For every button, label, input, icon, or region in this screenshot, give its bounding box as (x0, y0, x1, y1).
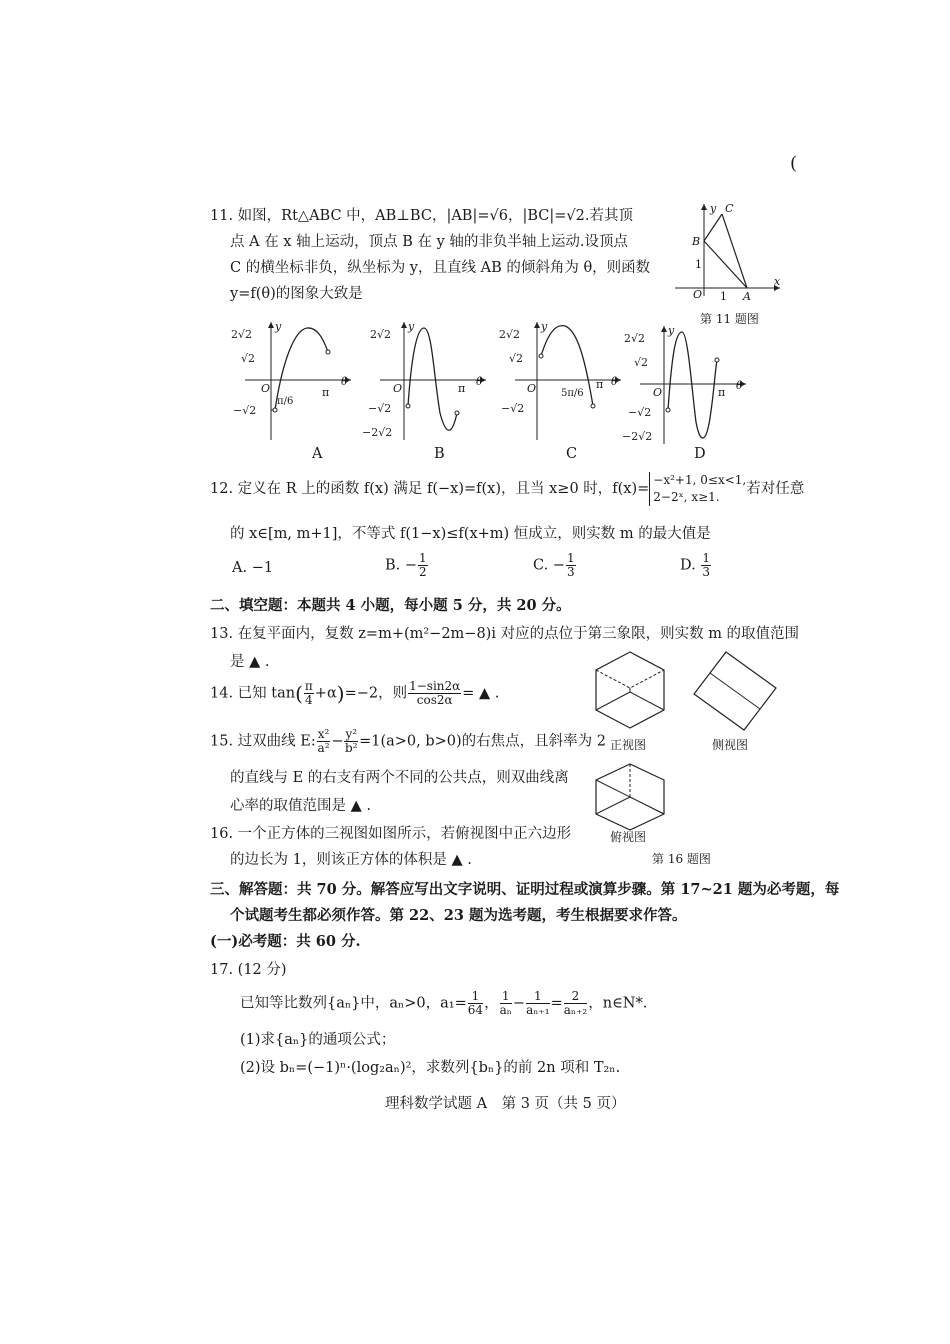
q15-minus: − (331, 733, 344, 750)
graph-b-curve (408, 328, 457, 430)
q12-option-c-sign: − (552, 557, 565, 574)
graph-d-option: D (694, 446, 706, 462)
graph-d-y-mid: √2 (634, 356, 649, 369)
graph-d-y-neg2: −2√2 (622, 430, 653, 443)
graph-c-y-neg: −√2 (501, 402, 525, 415)
graph-c-end-point (591, 404, 595, 408)
q14-pi-den: 4 (305, 693, 313, 707)
q12-line-2: 的 x∈[m, m+1]，不等式 f(1−x)≤f(x+m) 恒成立，则实数 m 的最大值是 (230, 526, 711, 542)
fig-label-x: x (774, 275, 781, 288)
q16-figure-caption: 第 16 题图 (652, 852, 711, 866)
q14-line (210, 680, 499, 707)
q17-a1-frac (468, 990, 483, 1017)
q17-f3-den: aₙ₊₂ (563, 1003, 588, 1017)
q17-stem-pre: 已知等比数列{aₙ}中，aₙ>0，a₁= (240, 995, 467, 1012)
q14-mid: =−2，则 (344, 685, 408, 702)
q12-option-c-den: 3 (566, 565, 575, 579)
section-3-heading-2: 个试题考生都必须作答。第 22、23 题为选考题，考生根据要求作答。 (230, 907, 687, 924)
graph-d-end-point (715, 358, 719, 362)
graph-b-x-label: π (458, 382, 466, 395)
corner-mark: ( (790, 153, 798, 174)
q15-y-num: y² (345, 727, 358, 741)
q14-frac-num: 1−sin2α (409, 679, 461, 693)
q17-eq: = (550, 995, 563, 1012)
top-view-label: 俯视图 (610, 830, 647, 844)
q12-option-a (232, 558, 273, 578)
graph-c-tick: 5π/6 (561, 388, 584, 399)
fig-label-y: y (710, 202, 717, 215)
q12-option-d (680, 552, 712, 579)
graph-b-end-point (455, 411, 459, 415)
q13-line-1: 13. 在复平面内，复数 z=m+(m²−2m−8)i 对应的点位于第三象限，则实数 m 的取值范围 (210, 626, 800, 642)
q12-option-d-frac (701, 552, 711, 579)
q14-pi-frac (304, 680, 314, 707)
q17-f3-num: 2 (564, 990, 588, 1004)
segment-bc (704, 214, 722, 241)
q12-option-a-label: A. (232, 560, 248, 576)
graph-a-axis-x: θ (341, 375, 348, 388)
graph-c-y-arrow (534, 322, 540, 328)
q15-pre: 15. 过双曲线 E: (210, 733, 316, 750)
graph-d-axis-y: y (668, 324, 675, 337)
graph-d-y-arrow (661, 326, 667, 332)
section-2-heading: 二、填空题：本题共 4 小题，每小题 5 分，共 20 分。 (210, 597, 571, 614)
front-view-figure (590, 648, 670, 734)
q12-case-2: 2−2ˣ, x≥1. (653, 490, 720, 504)
q12-option-a-value: −1 (251, 560, 274, 576)
q12-option-b-den: 2 (419, 565, 427, 579)
q12-option-d-den: 3 (702, 565, 710, 579)
q15-line-2: 的直线与 E 的右支有两个不同的公共点，则双曲线离 (230, 770, 569, 786)
graph-d-origin: O (653, 386, 663, 399)
top-view-edge-left (596, 797, 630, 814)
q15-post: =1(a>0, b>0)的右焦点，且斜率为 2 (359, 733, 606, 750)
q14-paren-open: ( (295, 681, 303, 706)
graph-d-x-label: π (718, 386, 726, 399)
graph-c-axis-x: θ (611, 375, 618, 388)
fig-label-c: C (725, 202, 734, 215)
q15-y-den: b² (345, 741, 358, 755)
q12-option-b-frac (418, 552, 428, 579)
q15-line-3: 心率的取值范围是 ▲ . (230, 798, 371, 814)
graph-d-y-top: 2√2 (624, 332, 646, 345)
graph-d-start-point (666, 408, 670, 412)
graph-a-x-label: π (322, 386, 330, 399)
q15-x-frac (317, 728, 331, 755)
q15-x-num: x² (317, 727, 330, 741)
q17-a1-num: 1 (468, 990, 483, 1004)
q17-stem-post: ，n∈N*. (588, 995, 648, 1012)
q15-x-den: a² (317, 741, 330, 755)
front-view-label: 正视图 (610, 738, 647, 752)
q17-stem (240, 990, 647, 1017)
fig-label-one-y: 1 (695, 258, 702, 271)
q12-piecewise (649, 472, 746, 506)
fig-y-arrow (701, 204, 707, 210)
graph-a-y-mid: √2 (241, 352, 256, 365)
side-view-label: 侧视图 (712, 738, 749, 752)
q11-line-1: 11. 如图，Rt△ABC 中，AB⊥BC，|AB|=√6，|BC|=√2.若其顶 (210, 208, 633, 224)
graph-b-origin: O (393, 382, 403, 395)
graph-b-axis-y: y (408, 320, 415, 333)
q11-line-2: 点 A 在 x 轴上运动，顶点 B 在 y 轴的非负半轴上运动.设顶点 (230, 234, 628, 250)
graph-a-axis-y: y (275, 320, 282, 333)
graph-c-y-top: 2√2 (499, 328, 521, 341)
q15-line-1 (210, 728, 606, 755)
q14-pi-num: π (304, 679, 313, 693)
graph-c-axis-y: y (541, 320, 548, 333)
top-view-figure (590, 760, 670, 834)
q12-line-1 (210, 472, 804, 506)
graph-b-option: B (434, 446, 445, 462)
q12-option-c (533, 552, 577, 579)
graph-b-y-top: 2√2 (370, 328, 392, 341)
fig-label-o: O (693, 288, 703, 301)
graph-a-end-point (326, 350, 330, 354)
q11-line-3: C 的横坐标非负，纵坐标为 y，且直线 AB 的倾斜角为 θ，则函数 (230, 260, 651, 276)
graph-a-y-arrow (268, 322, 274, 328)
graph-d-y-neg: −√2 (628, 406, 652, 419)
graph-d (620, 322, 750, 447)
section-3-heading-1: 三、解答题：共 70 分。解答应写出文字说明、证明过程或演算步骤。第 17~21 题为必考题，每 (210, 881, 840, 898)
q17-part-1: (1)求{aₙ}的通项公式； (240, 1032, 396, 1048)
q14-paren-close: ) (336, 681, 345, 706)
graph-d-axis-x: θ (736, 379, 743, 392)
part-1-heading: (一)必考题：共 60 分. (210, 933, 361, 950)
front-view-hidden-edges (596, 670, 664, 688)
graph-a-origin: O (261, 382, 271, 395)
q12-option-d-num: 1 (702, 551, 710, 565)
graph-b-start-point (406, 404, 410, 408)
q12-option-c-frac (566, 552, 576, 579)
q14-pre: 14. 已知 tan (210, 685, 296, 702)
q11-figure-caption: 第 11 题图 (700, 312, 759, 326)
q12-option-b-sign: − (404, 557, 418, 574)
page-footer: 理科数学试题 A 第 3 页（共 5 页） (385, 1096, 626, 1112)
graph-b-y-neg2: −2√2 (362, 426, 393, 439)
q17-f1-num: 1 (500, 990, 512, 1004)
q12-option-c-label: C. (533, 557, 549, 574)
front-view-visible-edges (596, 692, 664, 710)
graph-a-y-neg: −√2 (233, 404, 257, 417)
fig-label-one-x: 1 (720, 290, 727, 301)
q12-option-d-label: D. (680, 557, 696, 574)
segment-ca (722, 214, 747, 288)
graph-c-start-point (539, 354, 543, 358)
graph-b (360, 318, 490, 443)
q12-option-c-num: 1 (566, 551, 575, 565)
q17-a1-den: 64 (467, 1003, 484, 1017)
q17-f3-frac (564, 990, 588, 1017)
q17-f1-frac (500, 990, 512, 1017)
fig-label-a: A (743, 290, 751, 301)
q17-comma: ， (484, 995, 499, 1012)
graph-d-curve (668, 332, 717, 438)
graph-b-y-arrow (401, 322, 407, 328)
graph-b-y-neg: −√2 (368, 402, 392, 415)
graph-a (225, 318, 355, 443)
q12-line-1-pre: 12. 定义在 R 上的函数 f(x) 满足 f(−x)=f(x)，且当 x≥0 时，f(x)= (210, 481, 650, 497)
graph-c-y-mid: √2 (509, 352, 524, 365)
q16-line-2: 的边长为 1，则该正方体的体积是 ▲ . (230, 852, 472, 868)
q12-option-b (385, 552, 429, 579)
side-view-figure (690, 648, 780, 734)
graph-c-option: C (566, 446, 578, 462)
q17-minus: − (512, 995, 526, 1012)
q14-paren-post: +α (314, 685, 337, 702)
graph-c (495, 318, 625, 443)
q13-line-2: 是 ▲ . (230, 654, 270, 670)
graph-b-axis-x: θ (476, 375, 483, 388)
q11-figure (670, 196, 785, 301)
q17-f1-den: aₙ (499, 1003, 512, 1017)
segment-ab (704, 241, 747, 288)
graph-c-x-label: π (596, 378, 604, 391)
q17-part-2: (2)设 bₙ=(−1)ⁿ·(log₂aₙ)²，求数列{bₙ}的前 2n 项和 T₂ₙ. (240, 1060, 621, 1076)
q12-case-1: −x²+1, 0≤x<1, (653, 473, 747, 487)
graph-a-tick: π/6 (277, 396, 294, 407)
graph-a-y-top: 2√2 (231, 328, 253, 341)
side-view-mid-edge (710, 673, 760, 709)
q17-f2-den: aₙ₊₁ (526, 1003, 550, 1017)
q17-title: 17. (12 分) (210, 962, 287, 978)
q12-option-b-label: B. (385, 557, 401, 574)
q17-f2-num: 1 (526, 990, 550, 1004)
q14-frac-den: cos2α (416, 693, 453, 707)
fig-label-b: B (692, 235, 701, 248)
q15-y-frac (344, 728, 358, 755)
q14-post: = ▲ . (462, 685, 500, 702)
graph-a-option: A (312, 446, 323, 462)
q12-option-b-num: 1 (419, 551, 427, 565)
q11-line-4: y=f(θ)的图象大致是 (230, 286, 363, 302)
q17-f2-frac (526, 990, 550, 1017)
graph-c-origin: O (527, 382, 537, 395)
q14-expr-frac (408, 680, 461, 707)
q12-line-1-post: 若对任意 (746, 481, 805, 497)
q16-line-1: 16. 一个正方体的三视图如图所示，若俯视图中正六边形 (210, 826, 572, 842)
